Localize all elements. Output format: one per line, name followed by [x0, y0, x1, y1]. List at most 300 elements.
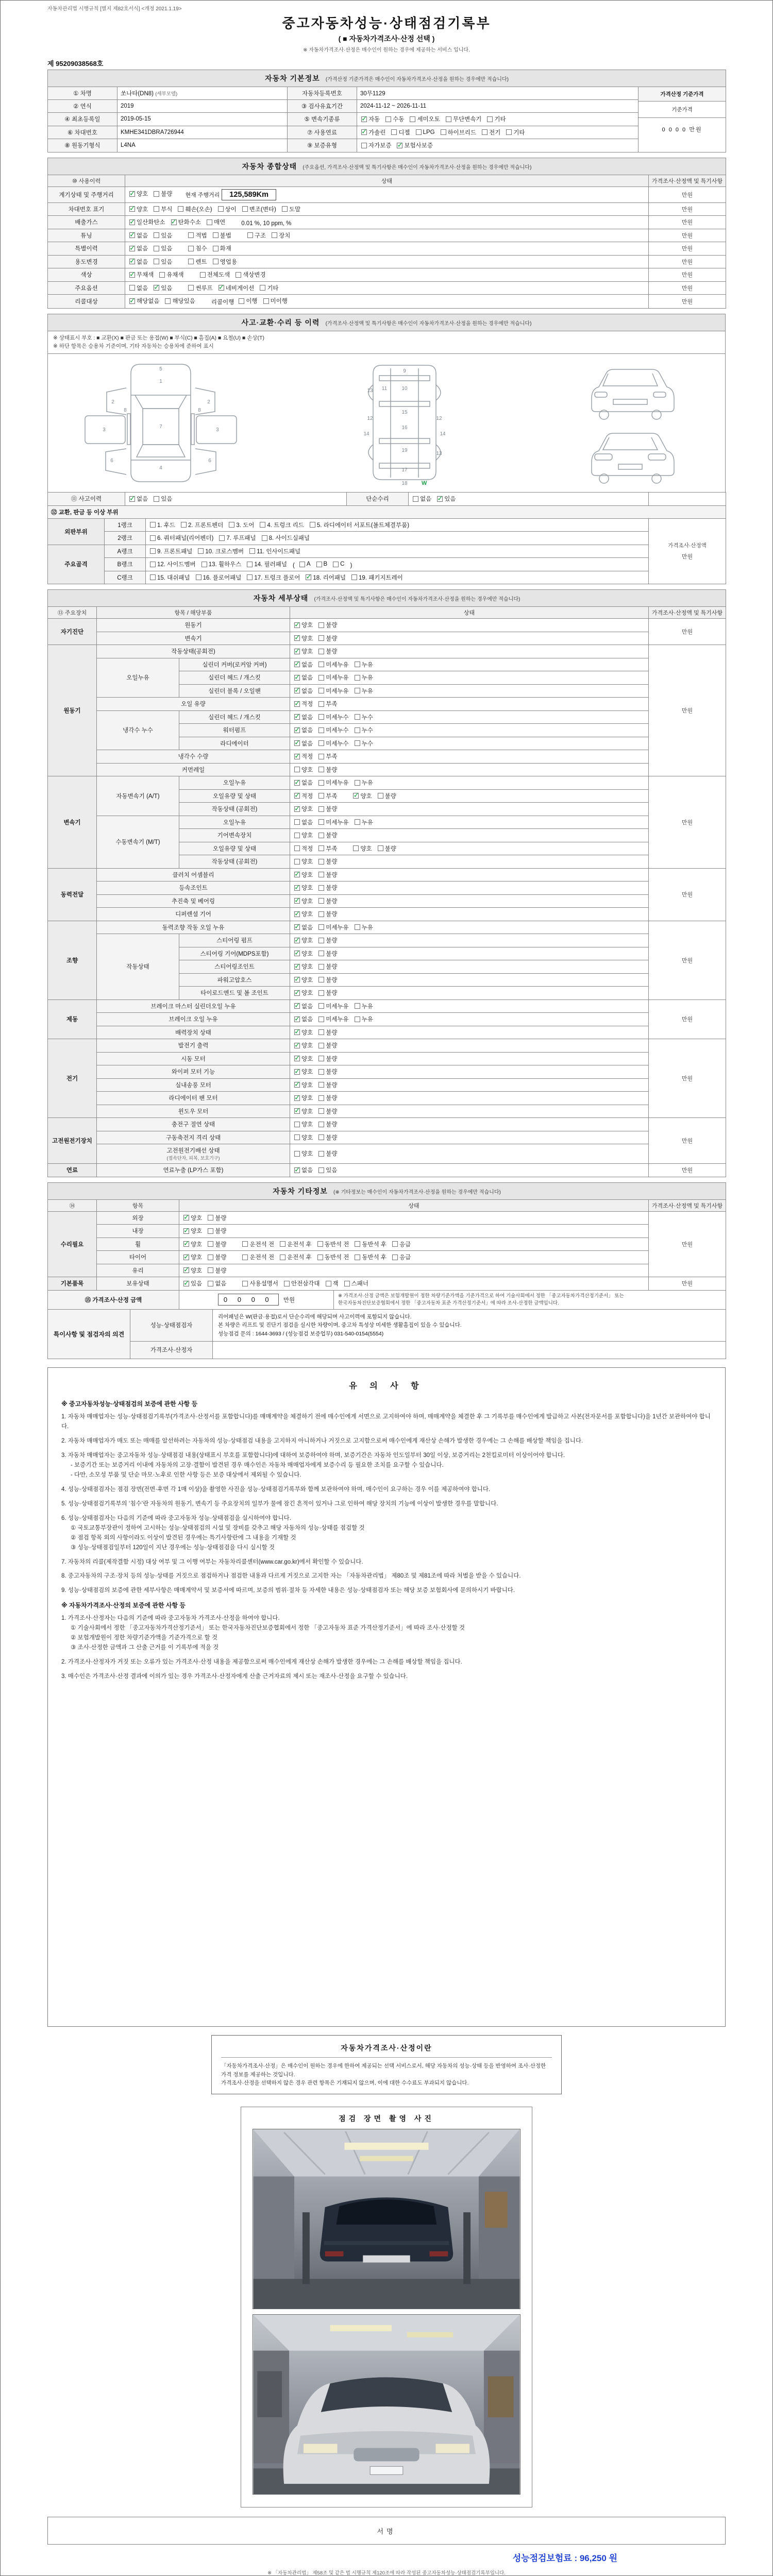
checkbox-icon[interactable] [181, 522, 187, 528]
checkbox-icon[interactable] [318, 622, 324, 628]
checkbox-icon[interactable] [318, 767, 324, 772]
checkbox-option[interactable] [294, 660, 313, 669]
checkbox-option[interactable] [318, 871, 337, 879]
checkbox-option[interactable] [280, 1253, 312, 1261]
checkbox-option[interactable] [154, 190, 172, 198]
checkbox-icon[interactable] [239, 298, 244, 304]
checkbox-option[interactable] [355, 923, 373, 931]
checkbox-option[interactable] [392, 1240, 411, 1248]
checkbox-icon[interactable] [333, 562, 339, 567]
checkbox-checked-icon[interactable] [294, 688, 300, 693]
checkbox-option[interactable] [318, 884, 337, 892]
checkbox-icon[interactable] [294, 845, 300, 851]
checkbox-icon[interactable] [318, 898, 324, 904]
checkbox-icon[interactable] [318, 990, 324, 996]
checkbox-option[interactable] [213, 231, 231, 240]
checkbox-option[interactable] [183, 1266, 202, 1275]
checkbox-option[interactable] [154, 231, 172, 240]
checkbox-icon[interactable] [318, 911, 324, 917]
checkbox-icon[interactable] [150, 574, 156, 580]
checkbox-icon[interactable] [355, 662, 360, 667]
checkbox-icon[interactable] [208, 1215, 213, 1221]
checkbox-option[interactable] [239, 297, 257, 305]
checkbox-icon[interactable] [282, 206, 288, 212]
checkbox-icon[interactable] [355, 1241, 360, 1247]
checkbox-icon[interactable] [208, 1228, 213, 1234]
checkbox-option[interactable] [317, 1253, 349, 1261]
checkbox-checked-icon[interactable] [294, 898, 300, 904]
checkbox-icon[interactable] [310, 522, 315, 528]
checkbox-option[interactable] [294, 1002, 313, 1010]
checkbox-checked-icon[interactable] [294, 1003, 300, 1009]
checkbox-option[interactable] [280, 1240, 312, 1248]
checkbox-option[interactable] [294, 897, 313, 905]
checkbox-option[interactable] [208, 1266, 226, 1275]
checkbox-icon[interactable] [318, 675, 324, 681]
checkbox-option[interactable] [506, 128, 525, 137]
checkbox-option[interactable] [181, 521, 223, 529]
checkbox-icon[interactable] [318, 1134, 324, 1140]
checkbox-option[interactable] [355, 818, 373, 826]
checkbox-option[interactable] [294, 792, 313, 800]
checkbox-option[interactable] [294, 1120, 313, 1128]
checkbox-icon[interactable] [294, 1122, 300, 1127]
checkbox-checked-icon[interactable] [294, 675, 300, 681]
checkbox-option[interactable] [183, 1227, 202, 1235]
checkbox-option[interactable] [183, 1214, 202, 1222]
checkbox-option[interactable] [294, 950, 313, 958]
checkbox-option[interactable] [318, 700, 337, 708]
checkbox-option[interactable] [294, 936, 313, 944]
checkbox-icon[interactable] [318, 780, 324, 786]
checkbox-option[interactable] [355, 687, 373, 695]
checkbox-option[interactable] [272, 231, 290, 240]
checkbox-icon[interactable] [280, 1241, 285, 1247]
checkbox-option[interactable] [294, 621, 313, 629]
checkbox-icon[interactable] [260, 522, 265, 528]
checkbox-option[interactable] [482, 128, 500, 137]
checkbox-option[interactable] [208, 1214, 226, 1222]
checkbox-option[interactable] [294, 1133, 313, 1142]
checkbox-checked-icon[interactable] [294, 622, 300, 628]
checkbox-checked-icon[interactable] [219, 285, 224, 291]
checkbox-icon[interactable] [229, 522, 234, 528]
checkbox-checked-icon[interactable] [294, 1056, 300, 1061]
checkbox-option[interactable] [165, 297, 195, 305]
checkbox-checked-icon[interactable] [294, 1167, 300, 1173]
checkbox-checked-icon[interactable] [183, 1281, 189, 1286]
checkbox-icon[interactable] [318, 806, 324, 812]
checkbox-option[interactable] [318, 1094, 337, 1102]
checkbox-icon[interactable] [159, 272, 165, 278]
checkbox-option[interactable] [355, 726, 373, 734]
checkbox-icon[interactable] [355, 714, 360, 720]
checkbox-option[interactable] [378, 792, 396, 800]
checkbox-icon[interactable] [318, 859, 324, 865]
checkbox-option[interactable] [318, 805, 337, 813]
checkbox-option[interactable] [183, 1253, 202, 1261]
checkbox-icon[interactable] [355, 780, 360, 786]
checkbox-icon[interactable] [318, 924, 324, 930]
checkbox-icon[interactable] [385, 116, 391, 122]
checkbox-icon[interactable] [318, 1056, 324, 1061]
checkbox-option[interactable] [294, 1067, 313, 1076]
checkbox-checked-icon[interactable] [294, 635, 300, 641]
checkbox-icon[interactable] [318, 649, 324, 654]
checkbox-icon[interactable] [378, 793, 383, 799]
checkbox-checked-icon[interactable] [171, 219, 177, 225]
checkbox-option[interactable] [154, 284, 172, 292]
checkbox-option[interactable] [213, 258, 237, 266]
checkbox-checked-icon[interactable] [294, 1082, 300, 1088]
checkbox-option[interactable] [208, 1253, 226, 1261]
checkbox-option[interactable] [318, 1166, 337, 1174]
checkbox-icon[interactable] [129, 285, 135, 291]
checkbox-option[interactable] [441, 128, 477, 137]
checkbox-option[interactable] [129, 205, 148, 213]
checkbox-option[interactable] [236, 270, 265, 279]
checkbox-icon[interactable] [318, 1016, 324, 1022]
checkbox-icon[interactable] [154, 232, 159, 238]
checkbox-icon[interactable] [318, 714, 324, 720]
checkbox-option[interactable] [262, 534, 310, 542]
checkbox-icon[interactable] [188, 285, 194, 291]
checkbox-icon[interactable] [294, 819, 300, 825]
checkbox-option[interactable] [294, 989, 313, 997]
checkbox-icon[interactable] [272, 232, 277, 238]
checkbox-option[interactable] [247, 231, 266, 240]
checkbox-option[interactable] [318, 673, 348, 682]
checkbox-icon[interactable] [242, 1255, 248, 1260]
checkbox-option[interactable] [242, 205, 276, 213]
checkbox-icon[interactable] [441, 129, 446, 135]
checkbox-icon[interactable] [294, 833, 300, 838]
checkbox-option[interactable] [318, 726, 348, 734]
checkbox-option[interactable] [129, 190, 148, 198]
checkbox-option[interactable] [208, 1240, 226, 1248]
checkbox-icon[interactable] [318, 964, 324, 970]
checkbox-option[interactable] [229, 521, 254, 529]
checkbox-icon[interactable] [355, 675, 360, 681]
checkbox-icon[interactable] [242, 1281, 248, 1286]
checkbox-icon[interactable] [318, 1122, 324, 1127]
checkbox-option[interactable] [355, 660, 373, 669]
checkbox-option[interactable] [294, 700, 313, 708]
checkbox-checked-icon[interactable] [183, 1255, 189, 1260]
checkbox-icon[interactable] [361, 143, 367, 148]
checkbox-option[interactable] [154, 495, 172, 503]
checkbox-icon[interactable] [318, 938, 324, 943]
checkbox-option[interactable] [344, 1279, 368, 1287]
checkbox-icon[interactable] [318, 819, 324, 825]
checkbox-checked-icon[interactable] [183, 1228, 189, 1234]
checkbox-checked-icon[interactable] [294, 977, 300, 982]
checkbox-option[interactable] [294, 857, 313, 866]
checkbox-option[interactable] [318, 647, 337, 655]
checkbox-icon[interactable] [318, 1108, 324, 1114]
checkbox-option[interactable] [154, 205, 172, 213]
checkbox-option[interactable] [318, 976, 337, 984]
checkbox-option[interactable] [318, 1015, 348, 1023]
checkbox-icon[interactable] [351, 574, 357, 580]
checkbox-icon[interactable] [280, 1255, 285, 1260]
checkbox-option[interactable] [318, 621, 337, 629]
checkbox-option[interactable] [294, 634, 313, 642]
checkbox-option[interactable] [129, 244, 148, 252]
checkbox-option[interactable] [294, 687, 313, 695]
checkbox-option[interactable] [355, 1240, 386, 1248]
checkbox-option[interactable] [318, 660, 348, 669]
checkbox-icon[interactable] [355, 819, 360, 825]
checkbox-option[interactable] [353, 844, 372, 853]
checkbox-checked-icon[interactable] [294, 649, 300, 654]
checkbox-icon[interactable] [154, 259, 159, 264]
checkbox-option[interactable] [391, 128, 410, 137]
checkbox-option[interactable] [188, 284, 212, 292]
checkbox-option[interactable] [318, 1055, 337, 1063]
checkbox-icon[interactable] [506, 129, 512, 135]
checkbox-icon[interactable] [236, 272, 241, 278]
checkbox-icon[interactable] [299, 562, 305, 567]
checkbox-icon[interactable] [154, 496, 159, 502]
checkbox-checked-icon[interactable] [306, 574, 311, 580]
checkbox-option[interactable] [294, 713, 313, 721]
checkbox-checked-icon[interactable] [294, 1069, 300, 1075]
checkbox-option[interactable] [198, 547, 244, 555]
checkbox-option[interactable] [318, 1081, 337, 1089]
checkbox-option[interactable] [310, 521, 409, 529]
checkbox-checked-icon[interactable] [183, 1215, 189, 1221]
checkbox-option[interactable] [318, 897, 337, 905]
checkbox-icon[interactable] [196, 574, 201, 580]
checkbox-option[interactable] [294, 766, 313, 774]
checkbox-checked-icon[interactable] [129, 206, 135, 212]
checkbox-option[interactable] [318, 1041, 337, 1049]
checkbox-option[interactable] [150, 560, 196, 568]
checkbox-option[interactable] [150, 547, 192, 555]
checkbox-icon[interactable] [355, 688, 360, 693]
checkbox-checked-icon[interactable] [294, 780, 300, 786]
checkbox-option[interactable] [247, 573, 300, 582]
signature-area[interactable] [47, 2517, 726, 2545]
checkbox-icon[interactable] [150, 535, 156, 541]
checkbox-option[interactable] [318, 792, 337, 800]
checkbox-option[interactable] [154, 244, 172, 252]
checkbox-icon[interactable] [263, 298, 269, 304]
checkbox-option[interactable] [242, 1279, 278, 1287]
checkbox-option[interactable] [318, 778, 348, 787]
checkbox-checked-icon[interactable] [294, 924, 300, 930]
checkbox-icon[interactable] [150, 548, 156, 554]
checkbox-option[interactable] [294, 923, 313, 931]
checkbox-option[interactable] [129, 297, 159, 305]
checkbox-checked-icon[interactable] [294, 872, 300, 877]
checkbox-icon[interactable] [208, 1241, 213, 1247]
checkbox-option[interactable] [201, 560, 242, 568]
checkbox-checked-icon[interactable] [294, 951, 300, 956]
checkbox-icon[interactable] [262, 535, 267, 541]
checkbox-option[interactable] [318, 1028, 337, 1037]
checkbox-icon[interactable] [318, 727, 324, 733]
checkbox-icon[interactable] [318, 833, 324, 838]
checkbox-option[interactable] [219, 534, 256, 542]
checkbox-option[interactable] [249, 547, 300, 555]
checkbox-icon[interactable] [410, 116, 415, 122]
checkbox-option[interactable] [294, 752, 313, 760]
checkbox-icon[interactable] [154, 191, 159, 197]
checkbox-option[interactable] [154, 258, 172, 266]
checkbox-icon[interactable] [318, 1003, 324, 1009]
checkbox-icon[interactable] [355, 924, 360, 930]
checkbox-option[interactable] [355, 778, 373, 787]
checkbox-icon[interactable] [482, 129, 488, 135]
checkbox-icon[interactable] [294, 1134, 300, 1140]
checkbox-option[interactable] [294, 831, 313, 839]
checkbox-icon[interactable] [213, 259, 219, 264]
checkbox-option[interactable] [129, 495, 148, 503]
checkbox-icon[interactable] [247, 232, 253, 238]
checkbox-icon[interactable] [294, 859, 300, 865]
checkbox-checked-icon[interactable] [437, 496, 443, 502]
checkbox-icon[interactable] [344, 1281, 350, 1286]
checkbox-option[interactable] [200, 270, 230, 279]
checkbox-icon[interactable] [294, 767, 300, 772]
checkbox-checked-icon[interactable] [294, 964, 300, 970]
checkbox-option[interactable] [294, 1015, 313, 1023]
checkbox-icon[interactable] [355, 1003, 360, 1009]
checkbox-option[interactable] [413, 495, 431, 503]
checkbox-option[interactable] [150, 573, 190, 582]
checkbox-icon[interactable] [198, 548, 204, 554]
checkbox-icon[interactable] [242, 206, 248, 212]
checkbox-option[interactable] [188, 244, 207, 252]
checkbox-checked-icon[interactable] [129, 272, 135, 278]
checkbox-option[interactable] [318, 857, 337, 866]
checkbox-checked-icon[interactable] [294, 1029, 300, 1035]
checkbox-option[interactable] [318, 936, 337, 944]
checkbox-option[interactable] [385, 115, 404, 123]
checkbox-icon[interactable] [208, 1267, 213, 1273]
checkbox-checked-icon[interactable] [294, 806, 300, 812]
checkbox-checked-icon[interactable] [294, 990, 300, 996]
checkbox-icon[interactable] [392, 1241, 398, 1247]
checkbox-icon[interactable] [294, 1151, 300, 1157]
checkbox-option[interactable] [378, 844, 396, 853]
checkbox-icon[interactable] [355, 740, 360, 746]
checkbox-option[interactable] [159, 270, 183, 279]
checkbox-option[interactable] [129, 231, 148, 240]
checkbox-icon[interactable] [391, 129, 397, 135]
checkbox-option[interactable] [333, 561, 344, 567]
checkbox-checked-icon[interactable] [129, 246, 135, 251]
checkbox-icon[interactable] [317, 1255, 323, 1260]
checkbox-icon[interactable] [154, 246, 159, 251]
checkbox-icon[interactable] [318, 1095, 324, 1101]
checkbox-option[interactable] [416, 129, 435, 135]
checkbox-icon[interactable] [318, 977, 324, 982]
checkbox-icon[interactable] [150, 522, 156, 528]
checkbox-icon[interactable] [208, 1281, 213, 1286]
checkbox-option[interactable] [208, 1279, 226, 1287]
checkbox-option[interactable] [410, 115, 440, 123]
checkbox-option[interactable] [355, 739, 373, 748]
checkbox-icon[interactable] [318, 1167, 324, 1173]
checkbox-icon[interactable] [154, 206, 159, 212]
checkbox-option[interactable] [361, 115, 380, 123]
checkbox-icon[interactable] [249, 548, 255, 554]
checkbox-option[interactable] [219, 284, 255, 292]
checkbox-option[interactable] [294, 1107, 313, 1115]
checkbox-icon[interactable] [392, 1255, 398, 1260]
checkbox-option[interactable] [294, 1081, 313, 1089]
checkbox-checked-icon[interactable] [183, 1241, 189, 1247]
checkbox-option[interactable] [188, 231, 207, 240]
checkbox-checked-icon[interactable] [294, 740, 300, 746]
checkbox-icon[interactable] [353, 845, 359, 851]
checkbox-option[interactable] [294, 1149, 313, 1158]
checkbox-icon[interactable] [247, 562, 253, 567]
checkbox-option[interactable] [294, 962, 313, 971]
checkbox-checked-icon[interactable] [294, 911, 300, 917]
checkbox-option[interactable] [318, 1133, 337, 1142]
checkbox-checked-icon[interactable] [129, 232, 135, 238]
checkbox-icon[interactable] [284, 1281, 290, 1286]
checkbox-checked-icon[interactable] [129, 298, 135, 304]
checkbox-icon[interactable] [318, 740, 324, 746]
checkbox-icon[interactable] [416, 129, 422, 135]
checkbox-option[interactable] [294, 805, 313, 813]
checkbox-icon[interactable] [318, 754, 324, 759]
checkbox-icon[interactable] [150, 562, 156, 567]
checkbox-option[interactable] [318, 818, 348, 826]
checkbox-icon[interactable] [207, 219, 212, 225]
checkbox-icon[interactable] [318, 1043, 324, 1048]
checkbox-option[interactable] [282, 205, 300, 213]
checkbox-icon[interactable] [242, 1241, 248, 1247]
checkbox-checked-icon[interactable] [294, 793, 300, 799]
checkbox-option[interactable] [242, 1253, 274, 1261]
checkbox-option[interactable] [318, 962, 337, 971]
checkbox-option[interactable] [284, 1279, 320, 1287]
checkbox-icon[interactable] [318, 951, 324, 956]
checkbox-checked-icon[interactable] [294, 1043, 300, 1048]
checkbox-option[interactable] [207, 218, 225, 226]
checkbox-icon[interactable] [201, 562, 207, 567]
checkbox-icon[interactable] [446, 116, 451, 122]
checkbox-option[interactable] [306, 573, 346, 582]
checkbox-option[interactable] [218, 205, 237, 213]
checkbox-icon[interactable] [188, 246, 194, 251]
checkbox-option[interactable] [294, 778, 313, 787]
checkbox-option[interactable] [318, 844, 337, 853]
checkbox-option[interactable] [294, 1166, 313, 1174]
checkbox-option[interactable] [171, 218, 201, 226]
checkbox-icon[interactable] [487, 116, 493, 122]
checkbox-option[interactable] [318, 1149, 337, 1158]
checkbox-icon[interactable] [318, 688, 324, 693]
checkbox-option[interactable] [294, 1094, 313, 1102]
checkbox-icon[interactable] [326, 1281, 331, 1286]
checkbox-option[interactable] [318, 1002, 348, 1010]
checkbox-option[interactable] [260, 284, 278, 292]
checkbox-option[interactable] [294, 844, 313, 853]
checkbox-option[interactable] [294, 1028, 313, 1037]
checkbox-icon[interactable] [318, 1151, 324, 1157]
checkbox-checked-icon[interactable] [129, 191, 135, 197]
checkbox-option[interactable] [361, 128, 385, 137]
checkbox-option[interactable] [318, 634, 337, 642]
checkbox-option[interactable] [294, 884, 313, 892]
